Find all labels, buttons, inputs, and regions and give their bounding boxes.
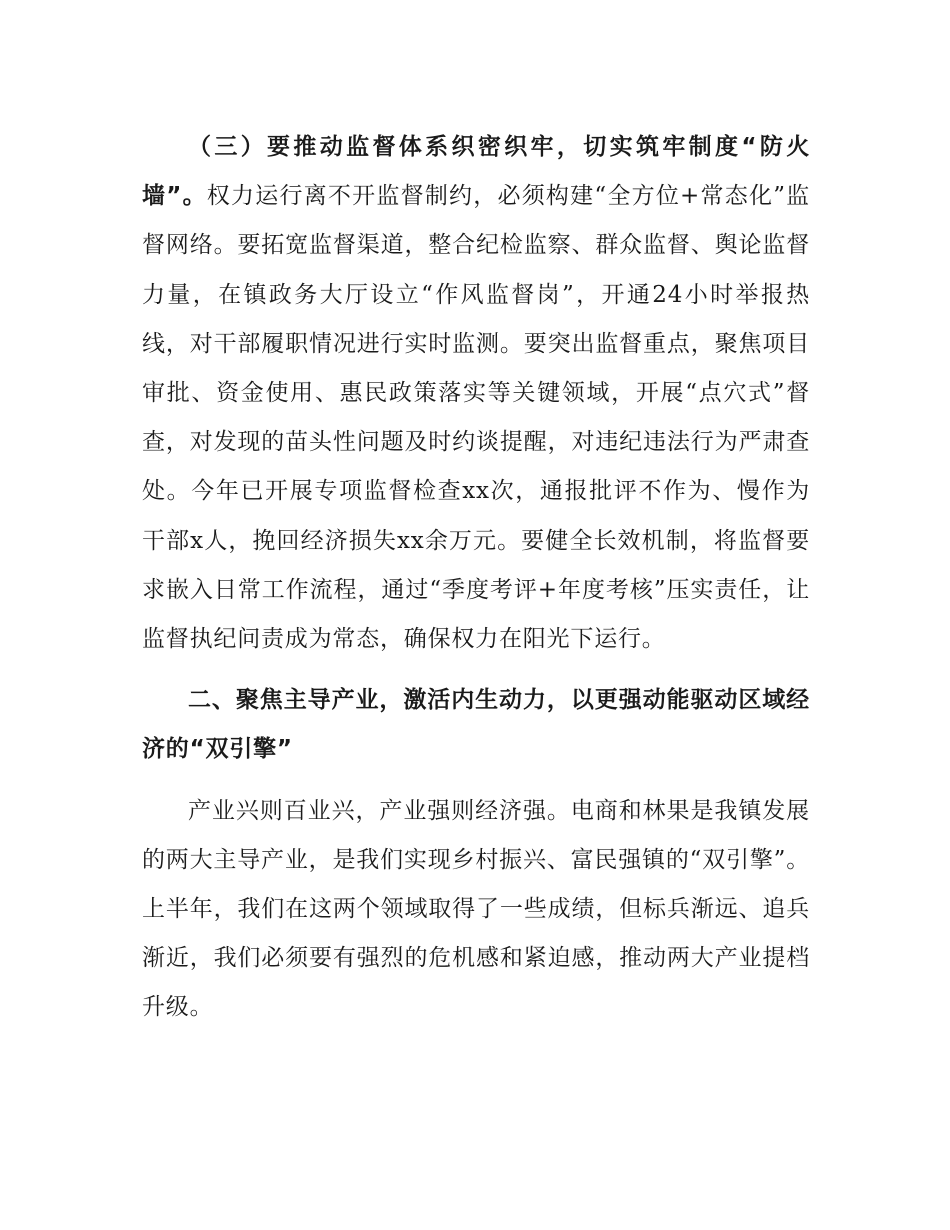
subsection-body: 权力运行离不开监督制约，必须构建“全方位+常态化”监督网络。要拓宽监督渠道，整合纪检监察、群众监督、舆论监督力量，在镇政务大厅设立“作风监督岗”，开通24小时举报热线，对干部履职情况进行实时监测。要突出监督重点，聚焦项目审批、资金使用、惠民政策落实等关键领域，开展“点穴式”督查，对发现的苗头性问题及时约谈提醒，对违纪违法行为严肃查处。今年已开展专项监督检查xx次，通报批评不作为、慢作为干部x人，挽回经济损失xx余万元。要健全长效机制，将监督要求嵌入日常工作流程，通过“季度考评+年度考核”压实责任，让监督执纪问责成为常态，确保权力在阳光下运行。 bbox=[142, 183, 810, 653]
subsection-paragraph bbox=[142, 123, 810, 664]
subsection-heading: （三）要推动监督体系织密织牢，切实筑牢制度“防火墙”。 bbox=[142, 134, 810, 210]
document-content bbox=[142, 123, 810, 1033]
section-heading: 二、聚焦主导产业，激活内生动力，以更强动能驱动区域经济的“双引擎” bbox=[142, 687, 810, 763]
section-body: 产业兴则百业兴，产业强则经济强。电商和林果是我镇发展的两大主导产业，是我们实现乡村振兴、富民强镇的“双引擎”。上半年，我们在这两个领域取得了一些成绩，但标兵渐远、追兵渐近，我们必须要有强烈的危机感和紧迫感，推动两大产业提档升级。 bbox=[142, 797, 810, 1021]
